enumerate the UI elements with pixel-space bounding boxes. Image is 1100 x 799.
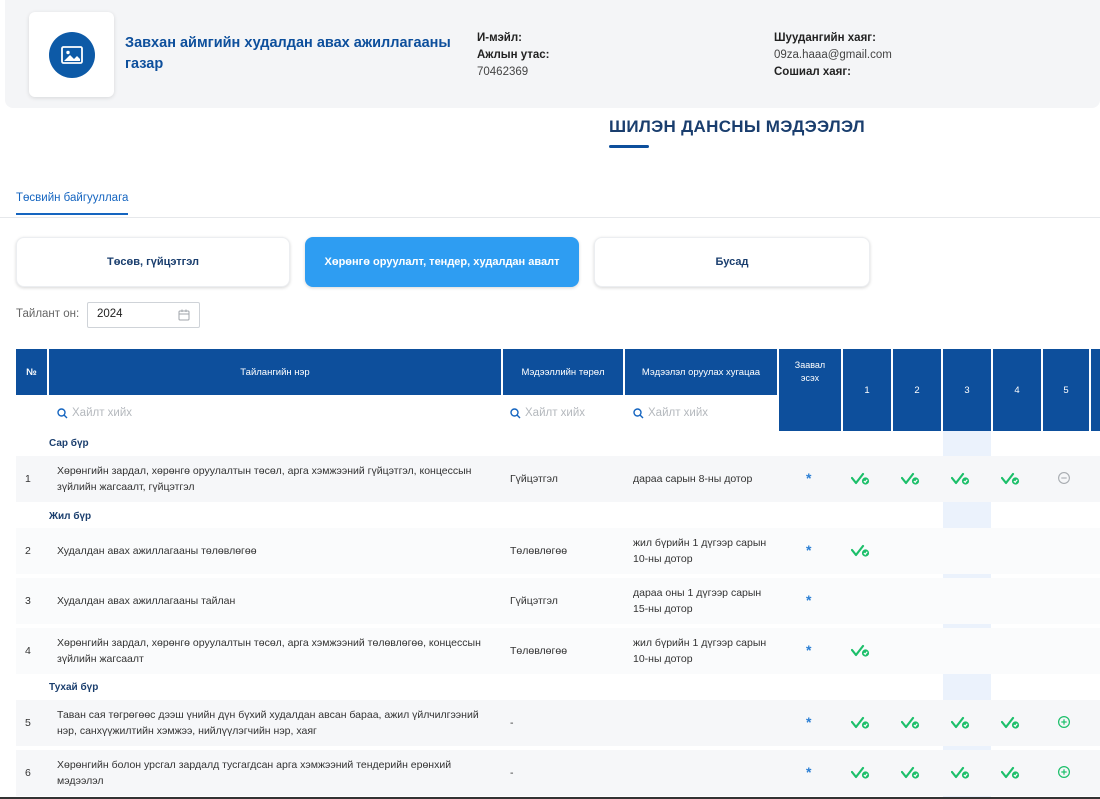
search-icon <box>510 408 521 419</box>
search-icon <box>57 408 68 419</box>
search-icon <box>633 408 644 419</box>
report-name-text: Хөрөнгийн болон урсгал зардалд тусгагдсан арга хэмжээний тендерийн ерөнхий мэдээлэл <box>57 759 452 787</box>
reports-table <box>16 349 1100 799</box>
info-type-text: Гүйцэтгэл <box>510 595 558 607</box>
row-number-text: 6 <box>25 767 31 779</box>
report-name <box>57 628 497 674</box>
report-name-text: Таван сая төгрөгөөс дээш үнийн дүн бүхий худалдан авсан бараа, ажил үйлчилгээний нэр, санхүүжилтийн хэмжээ, нийлүүлэгчийн нэр, хаяг <box>57 709 479 737</box>
report-name-text: Хөрөнгийн зардал, хөрөнгө оруулалтын төсөл, арга хэмжээний гүйцэтгэл, концессын зүйлийн жагсаалт, гүйцэтгэл <box>57 465 472 493</box>
report-name <box>57 456 497 502</box>
row-number <box>25 750 45 796</box>
info-type-text: Гүйцэтгэл <box>510 473 558 485</box>
address-info <box>774 30 892 81</box>
header-overflow <box>1091 349 1100 431</box>
submitted-check-icon[interactable] <box>1001 472 1021 486</box>
phone-value: 70462369 <box>477 66 529 78</box>
deadline <box>633 628 773 674</box>
header-q4: 4 <box>993 349 1041 431</box>
submitted-check-icon[interactable] <box>851 716 871 730</box>
group-monthly: Сар бүр <box>49 438 89 449</box>
info-type-text: - <box>510 767 514 779</box>
not-submitted-icon[interactable] <box>1056 472 1076 486</box>
deadline-search-input[interactable] <box>633 407 708 419</box>
header-name: Тайлангийн нэр <box>49 349 501 395</box>
email-label: И-мэйл: <box>477 32 523 44</box>
report-name-text: Хөрөнгийн зардал, хөрөнгө оруулалтын төсөл, арга хэмжээний төлөвлөгөө, концессын зүйлийн жагсаалт <box>57 637 481 665</box>
info-type-text: Төлөвлөгөө <box>510 545 568 557</box>
info-type <box>510 528 620 574</box>
submitted-check-icon[interactable] <box>1001 766 1021 780</box>
submitted-check-icon[interactable] <box>951 766 971 780</box>
calendar-icon <box>178 309 190 321</box>
deadline <box>633 528 773 574</box>
required-star: * <box>806 642 812 658</box>
submitted-check-icon[interactable] <box>1001 716 1021 730</box>
name-search-input[interactable] <box>57 407 132 419</box>
row-number <box>25 628 45 674</box>
row-number <box>25 456 45 502</box>
submitted-check-icon[interactable] <box>951 472 971 486</box>
header-no: № <box>16 349 47 395</box>
category-investment-button[interactable]: Хөрөнгө оруулалт, тендер, худалдан авалт <box>305 237 579 287</box>
row-number-text: 1 <box>25 473 31 485</box>
row-number <box>25 528 45 574</box>
submitted-check-icon[interactable] <box>851 472 871 486</box>
deadline <box>633 700 773 746</box>
submitted-check-icon[interactable] <box>901 472 921 486</box>
report-name-text: Худалдан авах ажиллагааны тайлан <box>57 595 236 607</box>
report-name-text: Худалдан авах ажиллагааны төлөвлөгөө <box>57 545 257 557</box>
year-value: 2024 <box>97 308 123 320</box>
title-underline <box>609 145 649 148</box>
image-icon <box>61 46 83 64</box>
header-q2: 2 <box>893 349 941 431</box>
search-placeholder: Хайлт хийх <box>525 407 586 419</box>
row-number-text: 4 <box>25 645 31 657</box>
add-report-icon[interactable] <box>1056 766 1076 780</box>
mailbox-value: 09za.haaa@gmail.com <box>774 49 892 61</box>
contact-info <box>477 30 550 81</box>
required-star: * <box>806 470 812 486</box>
submitted-check-icon[interactable] <box>851 766 871 780</box>
info-type <box>510 628 620 674</box>
category-budget-button[interactable]: Төсөв, гүйцэтгэл <box>16 237 290 287</box>
header-type: Мэдээллийн төрөл <box>503 349 623 395</box>
header-deadline: Мэдээлэл оруулах хугацаа <box>625 349 777 395</box>
submitted-check-icon[interactable] <box>901 766 921 780</box>
year-picker[interactable] <box>87 302 200 328</box>
report-name <box>57 700 497 746</box>
group-event: Тухай бүр <box>49 682 99 693</box>
category-other-button[interactable]: Бусад <box>594 237 870 287</box>
row-number <box>25 700 45 746</box>
add-report-icon[interactable] <box>1056 716 1076 730</box>
header-q1: 1 <box>843 349 891 431</box>
deadline-text: жил бүрийн 1 дүгээр сарын 10-ны дотор <box>633 637 767 665</box>
info-type <box>510 578 620 624</box>
deadline-text: жил бүрийн 1 дүгээр сарын 10-ны дотор <box>633 537 767 565</box>
required-star: * <box>806 592 812 608</box>
header-required: Заавал эсэх <box>794 360 826 383</box>
tab-bar <box>0 184 1100 218</box>
info-type-text: Төлөвлөгөө <box>510 645 568 657</box>
year-label: Тайлант он: <box>16 308 80 320</box>
required-star: * <box>806 714 812 730</box>
deadline <box>633 578 773 624</box>
info-type <box>510 700 620 746</box>
page-title: ШИЛЭН ДАНСНЫ МЭДЭЭЛЭЛ <box>609 117 865 136</box>
organization-card <box>5 0 1100 108</box>
submitted-check-icon[interactable] <box>951 716 971 730</box>
deadline-text: дараа оны 1 дүгээр сарын 15-ны дотор <box>633 587 762 615</box>
social-label: Сошиал хаяг: <box>774 66 852 78</box>
search-placeholder: Хайлт хийх <box>648 407 709 419</box>
submitted-check-icon[interactable] <box>851 644 871 658</box>
org-name: Завхан аймгийн худалдан авах ажиллагааны газар <box>125 35 451 72</box>
header-q5: 5 <box>1043 349 1089 431</box>
submitted-check-icon[interactable] <box>901 716 921 730</box>
group-yearly: Жил бүр <box>49 511 92 522</box>
required-star: * <box>806 764 812 780</box>
info-type <box>510 456 620 502</box>
deadline <box>633 750 773 796</box>
type-search-input[interactable] <box>510 407 585 419</box>
info-type <box>510 750 620 796</box>
info-type-text: - <box>510 717 514 729</box>
row-number-text: 5 <box>25 717 31 729</box>
org-logo <box>29 12 114 97</box>
report-name <box>57 750 497 796</box>
row-number-text: 2 <box>25 545 31 557</box>
search-placeholder: Хайлт хийх <box>72 407 133 419</box>
report-name <box>57 528 497 574</box>
required-star: * <box>806 542 812 558</box>
row-number <box>25 578 45 624</box>
report-name <box>57 578 497 624</box>
deadline <box>633 456 773 502</box>
header-q3: 3 <box>943 349 991 431</box>
tab-budget-org[interactable]: Төсвийн байгууллага <box>16 192 128 215</box>
row-number-text: 3 <box>25 595 31 607</box>
phone-label: Ажлын утас: <box>477 49 550 61</box>
deadline-text: дараа сарын 8-ны дотор <box>633 473 753 485</box>
mailbox-label: Шуудангийн хаяг: <box>774 32 876 44</box>
submitted-check-icon[interactable] <box>851 544 871 558</box>
